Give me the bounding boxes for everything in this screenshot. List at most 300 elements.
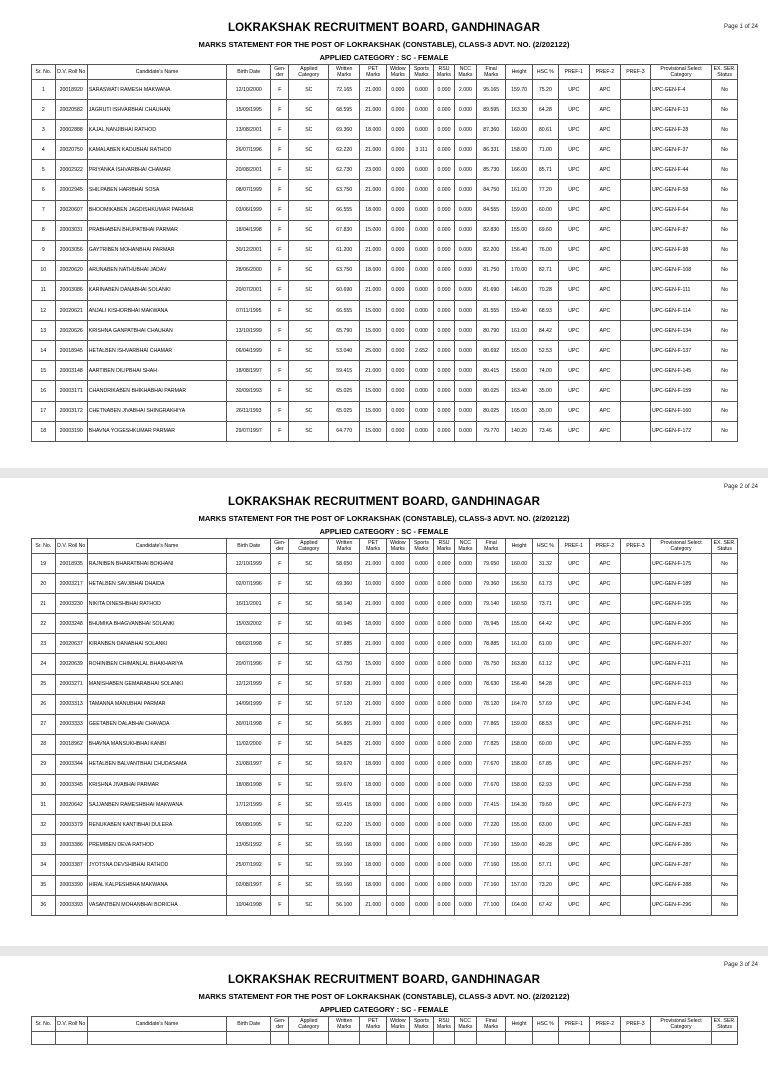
table-cell bbox=[620, 674, 650, 694]
table-cell: 0.000 bbox=[409, 120, 434, 140]
table-cell: 84.42 bbox=[532, 321, 558, 341]
table-cell: UPC bbox=[558, 321, 589, 341]
table-cell: 61.200 bbox=[329, 240, 360, 260]
table-cell: 21.000 bbox=[360, 80, 387, 100]
table-cell: 54.28 bbox=[532, 674, 558, 694]
table-cell: 65.025 bbox=[329, 381, 360, 401]
column-header: Height bbox=[506, 1017, 533, 1032]
table-cell: 68.53 bbox=[532, 714, 558, 734]
table-cell: 20020642 bbox=[55, 795, 87, 815]
table-cell: 56.865 bbox=[329, 714, 360, 734]
table-cell: UPC bbox=[558, 614, 589, 634]
table-cell: 21.000 bbox=[360, 694, 387, 714]
table-cell: 20003172 bbox=[55, 401, 87, 421]
table-cell: 0.000 bbox=[434, 855, 454, 875]
table-cell: 49.28 bbox=[532, 835, 558, 855]
table-cell: 20003271 bbox=[55, 674, 87, 694]
table-cell: UPC bbox=[558, 775, 589, 795]
table-cell: 0.000 bbox=[409, 100, 434, 120]
table-cell: 2.000 bbox=[454, 734, 477, 754]
table-cell: 30/09/1993 bbox=[227, 381, 271, 401]
table-cell: No bbox=[712, 895, 738, 915]
table-cell: SARASWATI RAMESH MAKWANA bbox=[87, 80, 226, 100]
table-cell: F bbox=[271, 895, 289, 915]
table-cell bbox=[620, 714, 650, 734]
table-cell: SC bbox=[289, 341, 329, 361]
table-cell: UPC bbox=[558, 381, 589, 401]
table-row bbox=[32, 100, 738, 120]
table-cell: 85.71 bbox=[532, 160, 558, 180]
column-header: PREF-3 bbox=[620, 65, 650, 80]
table-cell: 20002888 bbox=[55, 120, 87, 140]
table-cell: F bbox=[271, 100, 289, 120]
table-cell: 32 bbox=[32, 815, 56, 835]
table-cell: 0.000 bbox=[387, 200, 410, 220]
table-cell: 89.595 bbox=[477, 100, 506, 120]
table-cell: 72.165 bbox=[329, 80, 360, 100]
table-cell: GEETABEN DALABHAI CHAVADA bbox=[87, 714, 226, 734]
table-cell: No bbox=[712, 875, 738, 895]
table-cell: 0.000 bbox=[434, 734, 454, 754]
table-cell: 20003333 bbox=[55, 714, 87, 734]
board-title: LOKRAKSHAK RECRUITMENT BOARD, GANDHINAGAR bbox=[227, 496, 541, 508]
column-header: PREF-3 bbox=[620, 1017, 650, 1032]
table-cell: 77.670 bbox=[477, 754, 506, 774]
table-cell: 69.60 bbox=[532, 220, 558, 240]
table-cell: HETALBEN BALVANTBHAI CHUDASAMA bbox=[87, 754, 226, 774]
table-cell: UPC bbox=[558, 421, 589, 441]
table-cell: CHETNABEN JIVABHAI SHINGRAKHIYA bbox=[87, 401, 226, 421]
applied-category: APPLIED CATEGORY : SC - FEMALE bbox=[319, 1005, 449, 1014]
table-cell: F bbox=[271, 381, 289, 401]
table-cell: 21.000 bbox=[360, 594, 387, 614]
table-cell: APC bbox=[589, 160, 620, 180]
table-cell: 156.40 bbox=[506, 674, 533, 694]
table-cell bbox=[620, 775, 650, 795]
table-cell: AARTIBEN DILIPBHAI SHAH bbox=[87, 361, 226, 381]
table-cell: UPC bbox=[558, 140, 589, 160]
table-cell: 0.000 bbox=[454, 714, 477, 734]
table-cell: 71.00 bbox=[532, 140, 558, 160]
table-cell: 20003248 bbox=[55, 614, 87, 634]
table-cell: F bbox=[271, 574, 289, 594]
table-cell: F bbox=[271, 694, 289, 714]
table-cell: 81.750 bbox=[477, 260, 506, 280]
table-cell: 18.000 bbox=[360, 200, 387, 220]
table-cell: 69.360 bbox=[329, 120, 360, 140]
table-cell: F bbox=[271, 421, 289, 441]
table-cell bbox=[620, 554, 650, 574]
table-cell: 79.360 bbox=[477, 574, 506, 594]
table-cell: 21.000 bbox=[360, 361, 387, 381]
table-cell: 0.000 bbox=[409, 160, 434, 180]
table-cell: No bbox=[712, 321, 738, 341]
table-cell: No bbox=[712, 734, 738, 754]
table-cell: 160.00 bbox=[506, 554, 533, 574]
table-cell: 0.000 bbox=[409, 754, 434, 774]
table-cell: No bbox=[712, 594, 738, 614]
table-cell: 0.000 bbox=[387, 574, 410, 594]
column-header: Sr. No. bbox=[32, 1017, 56, 1032]
table-cell bbox=[620, 421, 650, 441]
table-cell: 80.61 bbox=[532, 120, 558, 140]
table-cell: No bbox=[712, 694, 738, 714]
table-cell: 57.69 bbox=[532, 694, 558, 714]
table-cell: UPC bbox=[558, 875, 589, 895]
table-cell: UPC bbox=[558, 654, 589, 674]
table-cell: 81.690 bbox=[477, 280, 506, 300]
table-cell: F bbox=[271, 835, 289, 855]
table-row bbox=[32, 815, 738, 835]
table-cell: 0.000 bbox=[387, 734, 410, 754]
table-cell: 0.000 bbox=[409, 301, 434, 321]
table-cell: UPC-GEN-F-28 bbox=[650, 120, 711, 140]
table-cell: 0.000 bbox=[387, 855, 410, 875]
table-cell: 68.595 bbox=[329, 100, 360, 120]
table-cell: 17/12/1999 bbox=[227, 795, 271, 815]
page-3 bbox=[0, 956, 768, 1076]
table-cell: APC bbox=[589, 80, 620, 100]
table-cell: No bbox=[712, 855, 738, 875]
table-cell: 64.28 bbox=[532, 100, 558, 120]
statement-subtitle: MARKS STATEMENT FOR THE POST OF LOKRAKSHAK (CONSTABLE), CLASS-3 ADVT. NO. (2/202122) bbox=[198, 514, 570, 523]
table-cell: 0.000 bbox=[454, 795, 477, 815]
column-header: D.V. Roll No bbox=[55, 1017, 87, 1032]
table-cell: 0.000 bbox=[434, 614, 454, 634]
table-cell: 20003390 bbox=[55, 875, 87, 895]
table-cell: 0.000 bbox=[454, 280, 477, 300]
table-cell: 0.000 bbox=[409, 180, 434, 200]
table-cell: F bbox=[271, 160, 289, 180]
table-cell: 2 bbox=[32, 100, 56, 120]
table-cell: UPC bbox=[558, 554, 589, 574]
table-cell: 20020626 bbox=[55, 321, 87, 341]
table-cell: 0.000 bbox=[434, 381, 454, 401]
table-cell: 18.000 bbox=[360, 855, 387, 875]
table-cell: SC bbox=[289, 734, 329, 754]
table-cell: 0.000 bbox=[434, 280, 454, 300]
column-header: Written Marks bbox=[329, 1017, 360, 1032]
column-header: Candidate's Name bbox=[87, 1017, 226, 1032]
column-header: PET Marks bbox=[360, 1017, 387, 1032]
table-cell: 79.140 bbox=[477, 594, 506, 614]
table-cell: 158.00 bbox=[506, 775, 533, 795]
table-cell: APC bbox=[589, 301, 620, 321]
table-cell: 20003217 bbox=[55, 574, 87, 594]
table-cell: 0.000 bbox=[409, 835, 434, 855]
table-cell: 15.000 bbox=[360, 401, 387, 421]
table-cell: 79.650 bbox=[477, 554, 506, 574]
table-cell bbox=[620, 614, 650, 634]
table-cell: 164.70 bbox=[506, 694, 533, 714]
table-cell: UPC bbox=[558, 160, 589, 180]
table-cell: 0.000 bbox=[387, 775, 410, 795]
table-cell: 0.000 bbox=[434, 120, 454, 140]
table-cell: F bbox=[271, 280, 289, 300]
table-cell: 20003345 bbox=[55, 775, 87, 795]
table-cell: 17 bbox=[32, 401, 56, 421]
table-cell: 2.000 bbox=[454, 80, 477, 100]
table-cell: 18.000 bbox=[360, 835, 387, 855]
table-cell: UPC-GEN-F-288 bbox=[650, 875, 711, 895]
table-row bbox=[32, 614, 738, 634]
table-cell: 0.000 bbox=[387, 280, 410, 300]
table-cell: 08/07/1999 bbox=[227, 180, 271, 200]
table-cell: SC bbox=[289, 815, 329, 835]
table-cell: UPC-GEN-F-255 bbox=[650, 734, 711, 754]
table-cell: 3 bbox=[32, 120, 56, 140]
table-cell: F bbox=[271, 674, 289, 694]
table-cell: 18.000 bbox=[360, 260, 387, 280]
column-header: Candidate's Name bbox=[87, 65, 226, 80]
table-cell: APC bbox=[589, 654, 620, 674]
table-cell: APC bbox=[589, 100, 620, 120]
table-cell: 0.000 bbox=[434, 554, 454, 574]
table-cell: PRIYANKA ISHVARBHAI CHAMAR bbox=[87, 160, 226, 180]
table-cell: 4 bbox=[32, 140, 56, 160]
table-cell: UPC-GEN-F-58 bbox=[650, 180, 711, 200]
table-cell: 0.000 bbox=[454, 694, 477, 714]
table-cell: F bbox=[271, 341, 289, 361]
table-cell bbox=[620, 795, 650, 815]
table-cell: 0.000 bbox=[409, 260, 434, 280]
table-cell: APC bbox=[589, 120, 620, 140]
table-cell: 0.000 bbox=[409, 714, 434, 734]
table-cell: 13/05/1992 bbox=[227, 835, 271, 855]
table-cell: 20003313 bbox=[55, 694, 87, 714]
table-cell bbox=[409, 1032, 434, 1045]
table-row bbox=[32, 140, 738, 160]
table-cell: 78.750 bbox=[477, 654, 506, 674]
table-cell: SC bbox=[289, 574, 329, 594]
table-cell: RENUKABEN KANTIBHAI DULERA bbox=[87, 815, 226, 835]
table-cell: SC bbox=[289, 80, 329, 100]
table-cell: UPC bbox=[558, 634, 589, 654]
table-cell: 160.00 bbox=[506, 120, 533, 140]
table-cell: 18.000 bbox=[360, 120, 387, 140]
table-cell bbox=[289, 1032, 329, 1045]
table-cell: SC bbox=[289, 875, 329, 895]
table-cell: 0.000 bbox=[387, 594, 410, 614]
column-header: Gen-der bbox=[271, 539, 289, 554]
table-cell: 165.00 bbox=[506, 401, 533, 421]
table-cell: 0.000 bbox=[434, 674, 454, 694]
table-cell: UPC bbox=[558, 594, 589, 614]
table-cell: 0.000 bbox=[409, 321, 434, 341]
table-cell: 156.40 bbox=[506, 240, 533, 260]
table-cell: 2.652 bbox=[409, 341, 434, 361]
table-cell: 65.790 bbox=[329, 321, 360, 341]
table-cell: UPC-GEN-F-37 bbox=[650, 140, 711, 160]
column-header: PREF-2 bbox=[589, 539, 620, 554]
table-cell: 20003148 bbox=[55, 361, 87, 381]
table-cell: 160.50 bbox=[506, 594, 533, 614]
table-cell: F bbox=[271, 855, 289, 875]
table-cell: 0.000 bbox=[409, 240, 434, 260]
table-cell: 0.000 bbox=[409, 574, 434, 594]
table-cell: F bbox=[271, 321, 289, 341]
table-cell: APC bbox=[589, 594, 620, 614]
table-cell: F bbox=[271, 795, 289, 815]
table-cell: No bbox=[712, 574, 738, 594]
table-cell: 0.000 bbox=[434, 775, 454, 795]
table-cell: 15 bbox=[32, 361, 56, 381]
table-cell: 64.770 bbox=[329, 421, 360, 441]
table-cell: 20003230 bbox=[55, 594, 87, 614]
table-cell: SC bbox=[289, 634, 329, 654]
table-cell: 03/06/1999 bbox=[227, 200, 271, 220]
column-header: PREF-1 bbox=[558, 1017, 589, 1032]
table-cell: APC bbox=[589, 754, 620, 774]
table-cell: SC bbox=[289, 120, 329, 140]
column-header: Final Marks bbox=[477, 1017, 506, 1032]
table-cell: 10.000 bbox=[360, 574, 387, 594]
table-cell: 155.00 bbox=[506, 614, 533, 634]
table-cell: 0.000 bbox=[387, 875, 410, 895]
table-cell: F bbox=[271, 120, 289, 140]
table-cell: 20003056 bbox=[55, 240, 87, 260]
table-cell: APC bbox=[589, 694, 620, 714]
table-cell: 70.28 bbox=[532, 280, 558, 300]
table-cell: 163.80 bbox=[506, 654, 533, 674]
table-cell: F bbox=[271, 775, 289, 795]
table-cell: SC bbox=[289, 321, 329, 341]
table-cell bbox=[434, 1032, 454, 1045]
column-header: HSC % bbox=[532, 539, 558, 554]
table-cell: 30/12/2001 bbox=[227, 240, 271, 260]
table-cell: 0.000 bbox=[387, 795, 410, 815]
table-cell: 0.000 bbox=[387, 220, 410, 240]
table-cell: 0.000 bbox=[434, 180, 454, 200]
table-cell: 30/01/1998 bbox=[227, 714, 271, 734]
table-cell: 20020639 bbox=[55, 654, 87, 674]
table-cell bbox=[620, 100, 650, 120]
table-cell: No bbox=[712, 200, 738, 220]
table-cell: 64.42 bbox=[532, 614, 558, 634]
table-row bbox=[32, 120, 738, 140]
table-cell bbox=[620, 160, 650, 180]
table-cell: 0.000 bbox=[387, 714, 410, 734]
table-cell: 18/08/1998 bbox=[227, 775, 271, 795]
table-cell: No bbox=[712, 80, 738, 100]
table-cell: APC bbox=[589, 875, 620, 895]
table-cell: 20/07/1996 bbox=[227, 654, 271, 674]
table-cell: SC bbox=[289, 835, 329, 855]
table-cell: 0.000 bbox=[387, 160, 410, 180]
table-cell: ANJALI KISHORBHAI MAKWANA bbox=[87, 301, 226, 321]
table-cell: No bbox=[712, 554, 738, 574]
table-cell: APC bbox=[589, 855, 620, 875]
table-cell: 0.000 bbox=[434, 100, 454, 120]
table-cell: 0.000 bbox=[409, 674, 434, 694]
table-cell: 21.000 bbox=[360, 554, 387, 574]
table-cell: F bbox=[271, 875, 289, 895]
table-cell: 0.000 bbox=[454, 401, 477, 421]
table-cell: 87.360 bbox=[477, 120, 506, 140]
table-cell: 10 bbox=[32, 260, 56, 280]
table-cell: 78.120 bbox=[477, 694, 506, 714]
column-header: RSU Marks bbox=[434, 1017, 454, 1032]
table-cell: 161.00 bbox=[506, 321, 533, 341]
column-header: Provisional Select Category bbox=[650, 539, 711, 554]
table-cell: 35 bbox=[32, 875, 56, 895]
table-cell bbox=[589, 1032, 620, 1045]
table-cell: APC bbox=[589, 341, 620, 361]
table-cell: 75.20 bbox=[532, 80, 558, 100]
table-cell: 0.000 bbox=[387, 381, 410, 401]
table-cell: F bbox=[271, 301, 289, 321]
table-cell: 0.000 bbox=[434, 895, 454, 915]
table-cell: 0.000 bbox=[434, 220, 454, 240]
column-header: D.V. Roll No bbox=[55, 539, 87, 554]
table-cell: 15/09/1995 bbox=[227, 100, 271, 120]
table-cell: 20003387 bbox=[55, 855, 87, 875]
table-cell: UPC-GEN-F-44 bbox=[650, 160, 711, 180]
table-cell: 27 bbox=[32, 714, 56, 734]
table-cell: 18.000 bbox=[360, 795, 387, 815]
table-cell: 0.000 bbox=[434, 361, 454, 381]
table-cell: UPC-GEN-F-137 bbox=[650, 341, 711, 361]
table-cell bbox=[650, 1032, 711, 1045]
table-cell: 20018920 bbox=[55, 80, 87, 100]
table-cell: UPC bbox=[558, 694, 589, 714]
table-cell: 57.630 bbox=[329, 674, 360, 694]
table-cell: 62.220 bbox=[329, 815, 360, 835]
table-cell: 28/06/2000 bbox=[227, 260, 271, 280]
table-row bbox=[32, 301, 738, 321]
table-cell: 159.40 bbox=[506, 301, 533, 321]
table-header-row bbox=[32, 539, 738, 554]
table-cell: No bbox=[712, 341, 738, 361]
table-cell: 0.000 bbox=[409, 200, 434, 220]
table-cell: F bbox=[271, 140, 289, 160]
table-cell: UPC-GEN-F-206 bbox=[650, 614, 711, 634]
column-header: Height bbox=[506, 539, 533, 554]
table-cell: 59.160 bbox=[329, 835, 360, 855]
table-cell: 20/07/2001 bbox=[227, 280, 271, 300]
table-cell: 95.165 bbox=[477, 80, 506, 100]
table-cell: 0.000 bbox=[454, 160, 477, 180]
table-cell: No bbox=[712, 280, 738, 300]
table-cell: 6 bbox=[32, 180, 56, 200]
table-row bbox=[32, 220, 738, 240]
table-row bbox=[32, 634, 738, 654]
table-cell: UPC-GEN-F-64 bbox=[650, 200, 711, 220]
table-cell: 0.000 bbox=[454, 674, 477, 694]
table-row bbox=[32, 795, 738, 815]
table-cell: 24 bbox=[32, 654, 56, 674]
table-cell: 0.000 bbox=[434, 301, 454, 321]
table-cell: No bbox=[712, 754, 738, 774]
table-cell: 0.000 bbox=[454, 220, 477, 240]
table-cell: SC bbox=[289, 361, 329, 381]
table-cell: 20003344 bbox=[55, 754, 87, 774]
table-cell bbox=[620, 1032, 650, 1045]
table-row bbox=[32, 381, 738, 401]
column-header: Sr. No. bbox=[32, 539, 56, 554]
table-cell: UPC-GEN-F-207 bbox=[650, 634, 711, 654]
table-cell: 21.000 bbox=[360, 634, 387, 654]
table-cell: UPC-GEN-F-98 bbox=[650, 240, 711, 260]
table-cell: 0.000 bbox=[409, 694, 434, 714]
table-cell: F bbox=[271, 361, 289, 381]
table-cell: UPC bbox=[558, 754, 589, 774]
table-cell: 159.00 bbox=[506, 714, 533, 734]
table-cell: UPC bbox=[558, 100, 589, 120]
table-cell: PREMIBEN DEVA RATHOD bbox=[87, 835, 226, 855]
table-cell bbox=[620, 401, 650, 421]
table-cell: F bbox=[271, 401, 289, 421]
